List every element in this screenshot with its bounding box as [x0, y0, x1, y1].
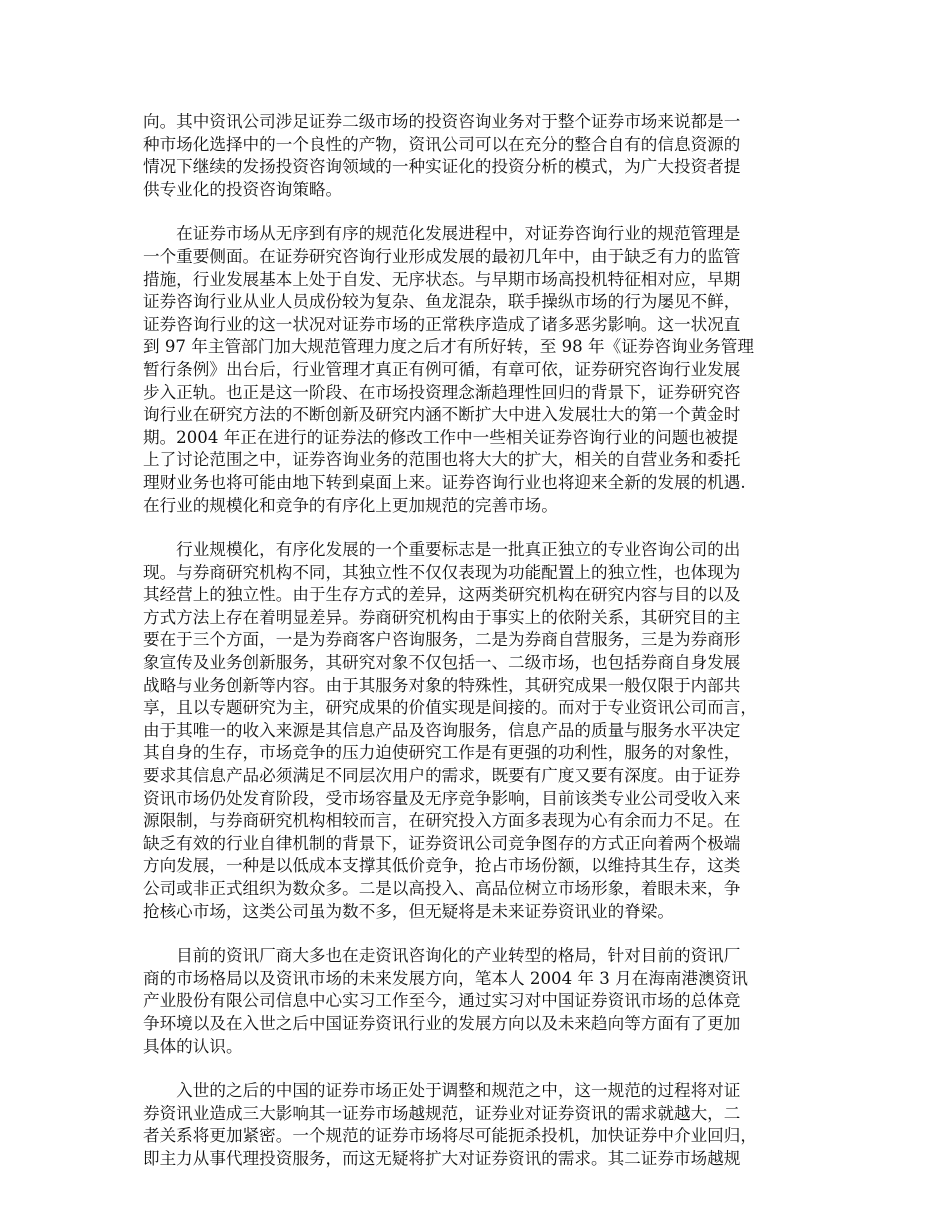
text-line: 理财业务也将可能由地下转到桌面上来。证券咨询行业也将迎来全新的发展的机遇. — [143, 472, 746, 492]
document-body — [143, 111, 813, 1193]
text-line: 争环境以及在入世之后中国证券资讯行业的发展方向以及未来趋向等方面有了更加 — [143, 1013, 741, 1033]
paragraph-1 — [143, 111, 813, 201]
text-line: 方式方法上存在着明显差异。券商研究机构由于事实上的依附关系，其研究目的主 — [143, 607, 741, 627]
text-line: 证券咨询行业的这一状况对证券市场的正常秩序造成了诸多恶劣影响。这一状况直 — [143, 314, 741, 334]
text-line: 在证券市场从无序到有序的规范化发展进程中，对证券咨询行业的规范管理是 — [143, 224, 741, 244]
text-line: 目前的资讯厂商大多也在走资讯咨询化的产业转型的格局，针对目前的资讯厂 — [143, 946, 741, 966]
text-line: 向。其中资讯公司涉足证券二级市场的投资咨询业务对于整个证券市场来说都是一 — [143, 112, 741, 131]
text-line: 享，且以专题研究为主，研究成果的价值实现是间接的。而对于专业资讯公司而言， — [143, 698, 757, 718]
text-line: 询行业在研究方法的不断创新及研究内涵不断扩大中进入发展壮大的第一个黄金时 — [143, 405, 741, 425]
text-line: 其自身的生存，市场竞争的压力迫使研究工作是有更强的功利性，服务的对象性， — [143, 743, 741, 763]
text-line: 行业规模化，有序化发展的一个重要标志是一批真正独立的专业咨询公司的出 — [143, 540, 741, 560]
text-line: 到 97 年主管部门加大规范管理力度之后才有所好转，至 98 年《证券咨询业务管理 — [143, 337, 754, 357]
text-line: 种市场化选择中的一个良性的产物，资讯公司可以在充分的整合自有的信息资源的 — [143, 134, 741, 154]
text-line: 其经营上的独立性。由于生存方式的差异，这两类研究机构在研究内容与目的以及 — [143, 585, 741, 605]
text-line: 资讯市场仍处发育阶段，受市场容量及无序竞争影响，目前该类专业公司受收入来 — [143, 788, 741, 808]
text-line: 措施，行业发展基本上处于自发、无序状态。与早期市场高投机特征相对应，早期 — [143, 269, 741, 289]
text-line: 象宣传及业务创新服务，其研究对象不仅包括一、二级市场，也包括券商自身发展 — [143, 653, 741, 673]
text-line: 具体的认识。 — [143, 1036, 243, 1056]
paragraph-3 — [143, 539, 813, 923]
text-line: 要在于三个方面，一是为券商客户咨询服务，二是为券商自营服务，三是为券商形 — [143, 630, 741, 650]
text-line: 即主力从事代理投资服务，而这无疑将扩大对证券资讯的需求。其二证券市场越规 — [143, 1148, 741, 1168]
text-line: 步入正轨。也正是这一阶段、在市场投资理念渐趋理性回归的背景下，证券研究咨 — [143, 382, 741, 402]
text-line: 券资讯业造成三大影响其一证券市场越规范，证券业对证券资讯的需求就越大，二 — [143, 1103, 741, 1123]
text-line: 产业股份有限公司信息中心实习工作至今，通过实习对中国证券资讯市场的总体竞 — [143, 991, 741, 1011]
text-line: 方向发展，一种是以低成本支撑其低价竞争，抢占市场份额，以维持其生存，这类 — [143, 856, 741, 876]
text-line: 要求其信息产品必须满足不同层次用户的需求，既要有广度又要有深度。由于证券 — [143, 766, 741, 786]
text-line: 在行业的规模化和竞争的有序化上更加规范的完善市场。 — [143, 495, 558, 515]
text-line: 情况下继续的发扬投资咨询领域的一种实证化的投资分析的模式，为广大投资者提 — [143, 157, 741, 177]
text-line: 暂行条例》出台后，行业管理才真正有例可循，有章可依，证券研究咨询行业发展 — [143, 359, 741, 379]
text-line: 期。2004 年正在进行的证券法的修改工作中一些相关证券咨询行业的问题也被提 — [143, 427, 739, 447]
text-line: 公司或非正式组织为数众多。二是以高投入、高品位树立市场形象，着眼未来，争 — [143, 879, 741, 898]
text-line: 入世的之后的中国的证券市场正处于调整和规范之中，这一规范的过程将对证 — [143, 1081, 741, 1101]
text-line: 战略与业务创新等内容。由于其服务对象的特殊性，其研究成果一般仅限于内部共 — [143, 675, 741, 695]
paragraph-5 — [143, 1080, 813, 1170]
text-line: 缺乏有效的行业自律机制的背景下，证券资讯公司竞争图存的方式正向着两个极端 — [143, 833, 741, 853]
text-line: 证券咨询行业从业人员成份较为复杂、鱼龙混杂，联手操纵市场的行为屡见不鲜， — [143, 292, 741, 312]
text-line: 一个重要侧面。在证券研究咨询行业形成发展的最初几年中，由于缺乏有力的监管 — [143, 246, 741, 266]
text-line: 上了讨论范围之中，证券咨询业务的范围也将大大的扩大，相关的自营业务和委托 — [143, 450, 741, 470]
text-line: 现。与券商研究机构不同，其独立性不仅仅表现为功能配置上的独立性，也体现为 — [143, 562, 741, 582]
text-line: 者关系将更加紧密。一个规范的证券市场将尽可能扼杀投机，加快证券中介业回归， — [143, 1126, 757, 1146]
text-line: 由于其唯一的收入来源是其信息产品及咨询服务，信息产品的质量与服务水平决定 — [143, 720, 741, 740]
text-line: 商的市场格局以及资讯市场的未来发展方向，笔本人 2004 年 3 月在海南港澳资讯 — [143, 968, 748, 988]
text-line: 源限制，与券商研究机构相较而言，在研究投入方面多表现为心有余而力不足。在 — [143, 811, 741, 831]
paragraph-2 — [143, 223, 813, 517]
text-line: 抢核心市场，这类公司虽为数不多，但无疑将是未来证券资讯业的脊梁。 — [143, 901, 674, 921]
text-line: 供专业化的投资咨询策略。 — [143, 179, 343, 199]
paragraph-4 — [143, 945, 813, 1058]
